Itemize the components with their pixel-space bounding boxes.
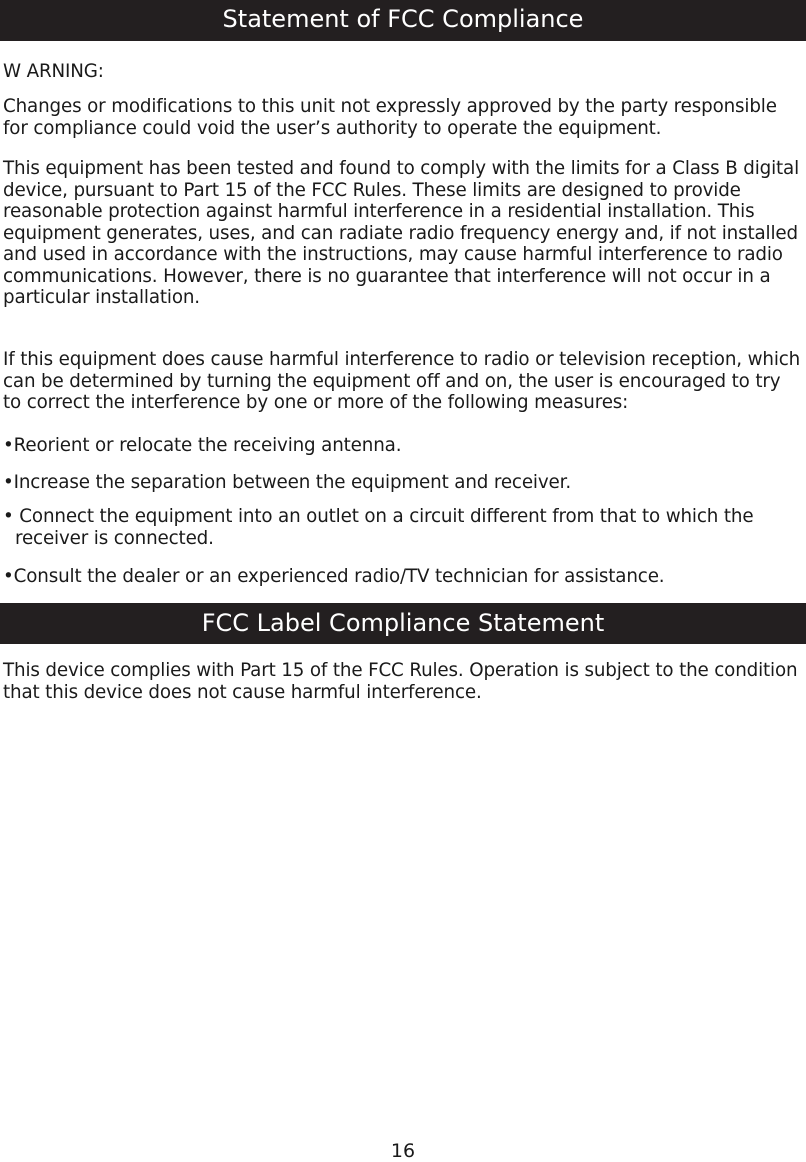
page-number: 16 — [390, 1140, 416, 1162]
paragraph-modifications: Changes or modifications to this unit not expressly approved by the party responsible for compliance could void the user’s authority to operate the equipment. — [3, 96, 777, 139]
section-title: FCC Label Compliance Statement — [201, 609, 605, 637]
paragraph-class-b-limits: This equipment has been tested and found to comply with the limits for a Class B digital device, pursuant to Part 15 of the FCC Rules. These limits are designed to provide reasonable protection against harmful interference in a residential installation. This equipment generates, uses, and can radiate radio frequency energy and, if not installed and used in accordance with the instructions, may cause harmful interference to radio communications. However, there is no guarantee that interference will not occur in a particular installation. — [3, 158, 800, 308]
list-item-consult: •Consult the dealer or an experienced radio/TV technician for assistance. — [3, 566, 665, 587]
paragraph-interference-measures: If this equipment does cause harmful interference to radio or television reception, which can be determined by turning the equipment off and on, the user is encouraged to try to correct the interference by one or more of the following measures: — [3, 349, 801, 413]
list-item-increase: •Increase the separation between the equipment and receiver. — [3, 472, 571, 493]
list-item-connect: • Connect the equipment into an outlet on a circuit different from that to which the receiver is connected. — [3, 506, 754, 549]
paragraph-part-15: This device complies with Part 15 of the FCC Rules. Operation is subject to the condition that this device does not cause harmful interference. — [3, 660, 798, 703]
section-header-fcc-label — [0, 603, 806, 644]
list-item-reorient: •Reorient or relocate the receiving antenna. — [3, 435, 402, 456]
warning-label: W ARNING: — [3, 61, 104, 82]
section-title: Statement of FCC Compliance — [222, 5, 584, 33]
section-header-fcc-compliance — [0, 0, 806, 41]
